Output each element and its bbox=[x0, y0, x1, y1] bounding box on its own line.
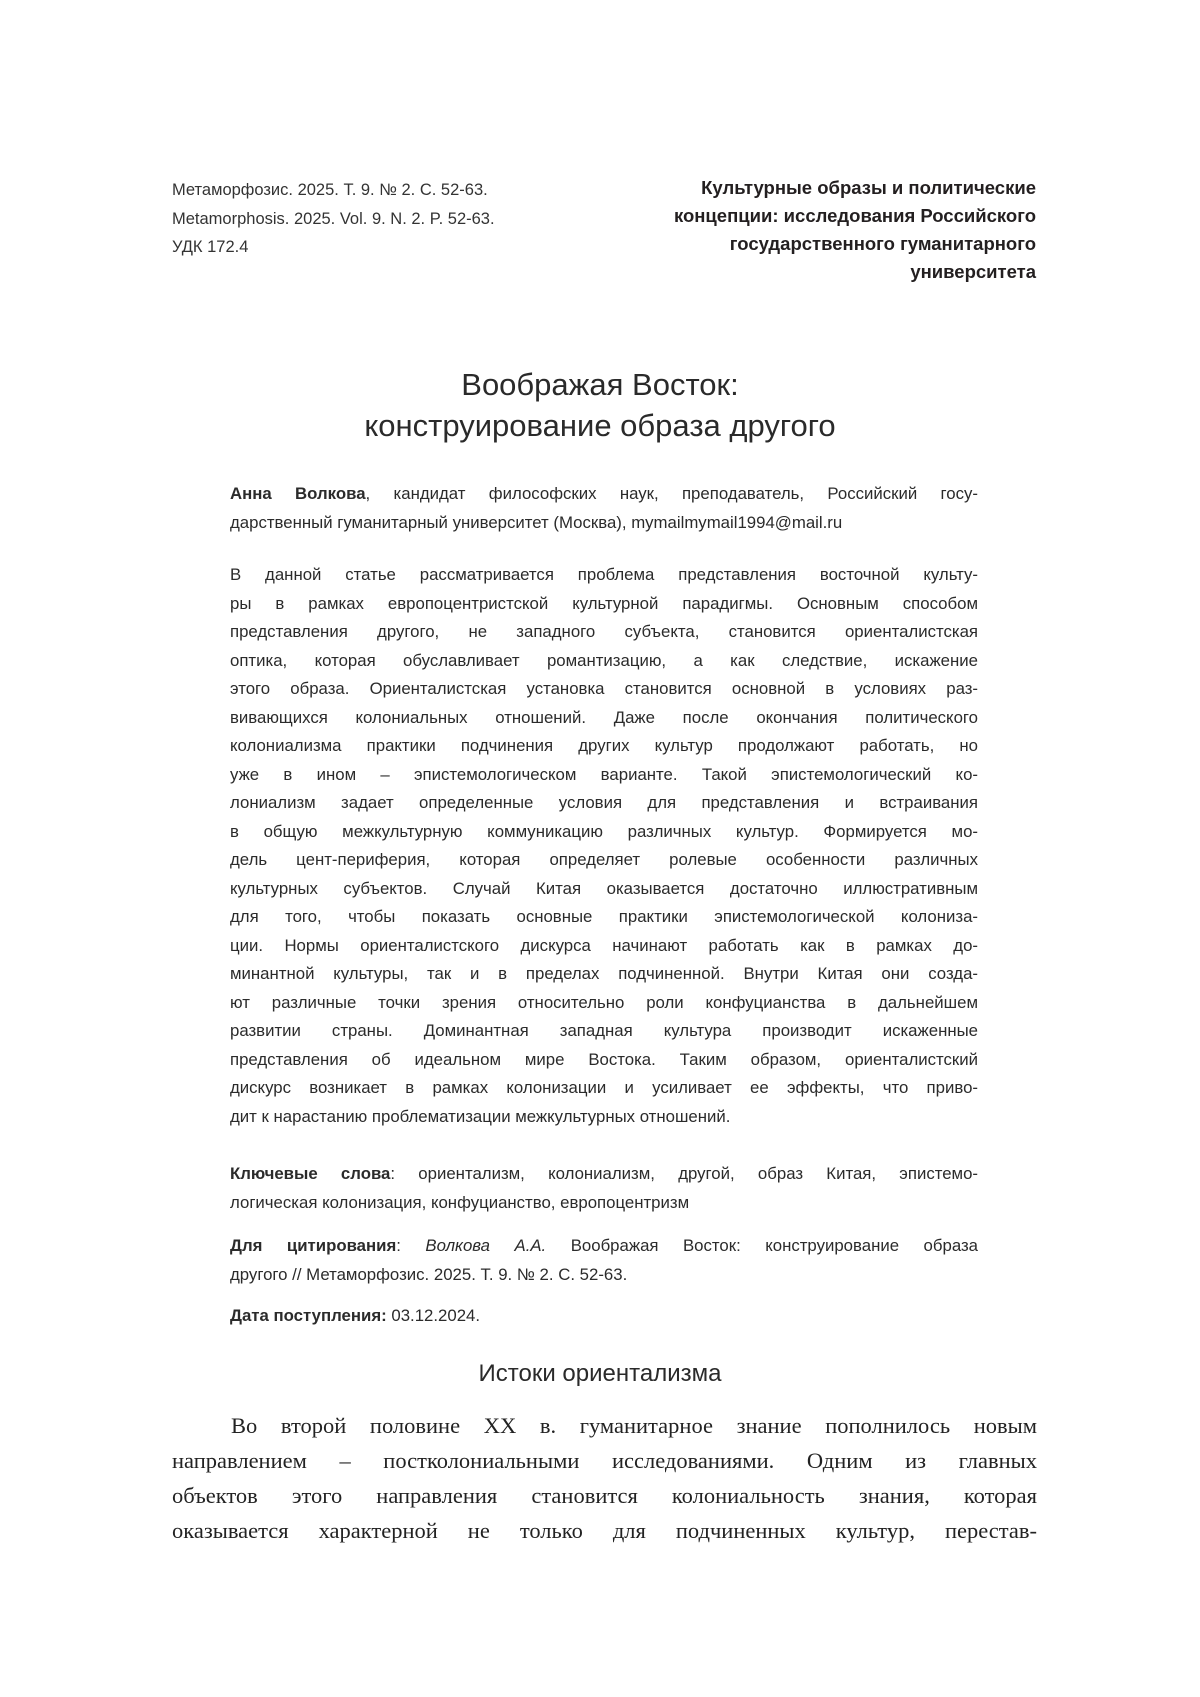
abstract-line: колониализма практики подчинения других культур продолжают работать, но bbox=[230, 732, 978, 761]
citation-text-cont: другого // Метаморфозис. 2025. Т. 9. № 2. С. 52-63. bbox=[230, 1261, 978, 1290]
abstract-line: оптика, которая обуславливает романтизацию, а как следствие, искажение bbox=[230, 647, 978, 676]
section-heading: Истоки ориентализма bbox=[0, 1358, 1200, 1390]
keywords-label: Ключевые слова bbox=[230, 1164, 390, 1183]
received-label: Дата поступления: bbox=[230, 1306, 387, 1325]
abstract bbox=[230, 561, 978, 1131]
article-title bbox=[0, 364, 1200, 446]
body-line: Во второй половине XX в. гуманитарное знание пополнилось новым bbox=[172, 1408, 1037, 1443]
abstract-line: ют различные точки зрения относительно роли конфуцианства в дальнейшем bbox=[230, 989, 978, 1018]
author-name: Анна Волкова bbox=[230, 484, 366, 503]
udk-code: УДК 172.4 bbox=[172, 233, 495, 262]
abstract-line: дель цент-периферия, которая определяет ролевые особенности различных bbox=[230, 846, 978, 875]
body-line: объектов этого направления становится колониальность знания, которая bbox=[172, 1478, 1037, 1513]
body-line: оказывается характерной не только для подчиненных культур, перестав- bbox=[172, 1513, 1037, 1548]
abstract-line: лониализм задает определенные условия для представления и встраивания bbox=[230, 789, 978, 818]
author-affiliation: , кандидат философских наук, преподаватель, Российский госу- bbox=[366, 484, 978, 503]
abstract-line: ры в рамках европоцентристской культурной парадигмы. Основным способом bbox=[230, 590, 978, 619]
section-title-line: Культурные образы и политические bbox=[556, 174, 1036, 202]
abstract-line: В данной статье рассматривается проблема представления восточной культу- bbox=[230, 561, 978, 590]
body-text bbox=[172, 1408, 1037, 1548]
journal-citation-ru: Метаморфозис. 2025. Т. 9. № 2. С. 52-63. bbox=[172, 176, 495, 205]
citation-colon: : bbox=[396, 1236, 425, 1255]
abstract-line: представления другого, не западного субъекта, становится ориенталистская bbox=[230, 618, 978, 647]
section-title-line: университета bbox=[556, 258, 1036, 286]
abstract-line: уже в ином – эпистемологическом варианте. Такой эпистемологический ко- bbox=[230, 761, 978, 790]
body-line: направлением – постколониальными исследованиями. Одним из главных bbox=[172, 1443, 1037, 1478]
citation-label: Для цитирования bbox=[230, 1236, 396, 1255]
title-line: Воображая Восток: bbox=[0, 364, 1200, 405]
abstract-line: в общую межкультурную коммуникацию различных культур. Формируется мо- bbox=[230, 818, 978, 847]
abstract-line: представления об идеальном мире Востока. Таким образом, ориенталистский bbox=[230, 1046, 978, 1075]
keywords-text: : ориентализм, колониализм, другой, образ Китая, эпистемо- bbox=[390, 1164, 978, 1183]
abstract-line: ции. Нормы ориенталистского дискурса начинают работать как в рамках до- bbox=[230, 932, 978, 961]
abstract-line: этого образа. Ориенталистская установка становится основной в условиях раз- bbox=[230, 675, 978, 704]
received-value: 03.12.2024. bbox=[387, 1306, 480, 1325]
section-title bbox=[556, 174, 1036, 286]
abstract-line: минантной культуры, так и в пределах подчиненной. Внутри Китая они созда- bbox=[230, 960, 978, 989]
section-title-line: концепции: исследования Российского bbox=[556, 202, 1036, 230]
journal-info bbox=[172, 176, 495, 262]
abstract-line: культурных субъектов. Случай Китая оказывается достаточно иллюстративным bbox=[230, 875, 978, 904]
keywords bbox=[230, 1160, 978, 1217]
citation bbox=[230, 1232, 978, 1289]
section-title-line: государственного гуманитарного bbox=[556, 230, 1036, 258]
abstract-line: развитии страны. Доминантная западная культура производит искаженные bbox=[230, 1017, 978, 1046]
author-affiliation-cont: дарственный гуманитарный университет (Москва), mymailmymail1994@mail.ru bbox=[230, 509, 978, 538]
abstract-line: вивающихся колониальных отношений. Даже после окончания политического bbox=[230, 704, 978, 733]
received-date bbox=[230, 1302, 978, 1331]
abstract-line: дискурс возникает в рамках колонизации и усиливает ее эффекты, что приво- bbox=[230, 1074, 978, 1103]
citation-author: Волкова А.А. bbox=[425, 1236, 546, 1255]
title-line: конструирование образа другого bbox=[0, 405, 1200, 446]
journal-citation-en: Metamorphosis. 2025. Vol. 9. N. 2. P. 52-63. bbox=[172, 205, 495, 234]
abstract-line: для того, чтобы показать основные практики эпистемологической колониза- bbox=[230, 903, 978, 932]
abstract-line: дит к нарастанию проблематизации межкультурных отношений. bbox=[230, 1103, 978, 1132]
author-info bbox=[230, 480, 978, 537]
citation-text: Воображая Восток: конструирование образа bbox=[546, 1236, 978, 1255]
keywords-text-cont: логическая колонизация, конфуцианство, европоцентризм bbox=[230, 1189, 978, 1218]
